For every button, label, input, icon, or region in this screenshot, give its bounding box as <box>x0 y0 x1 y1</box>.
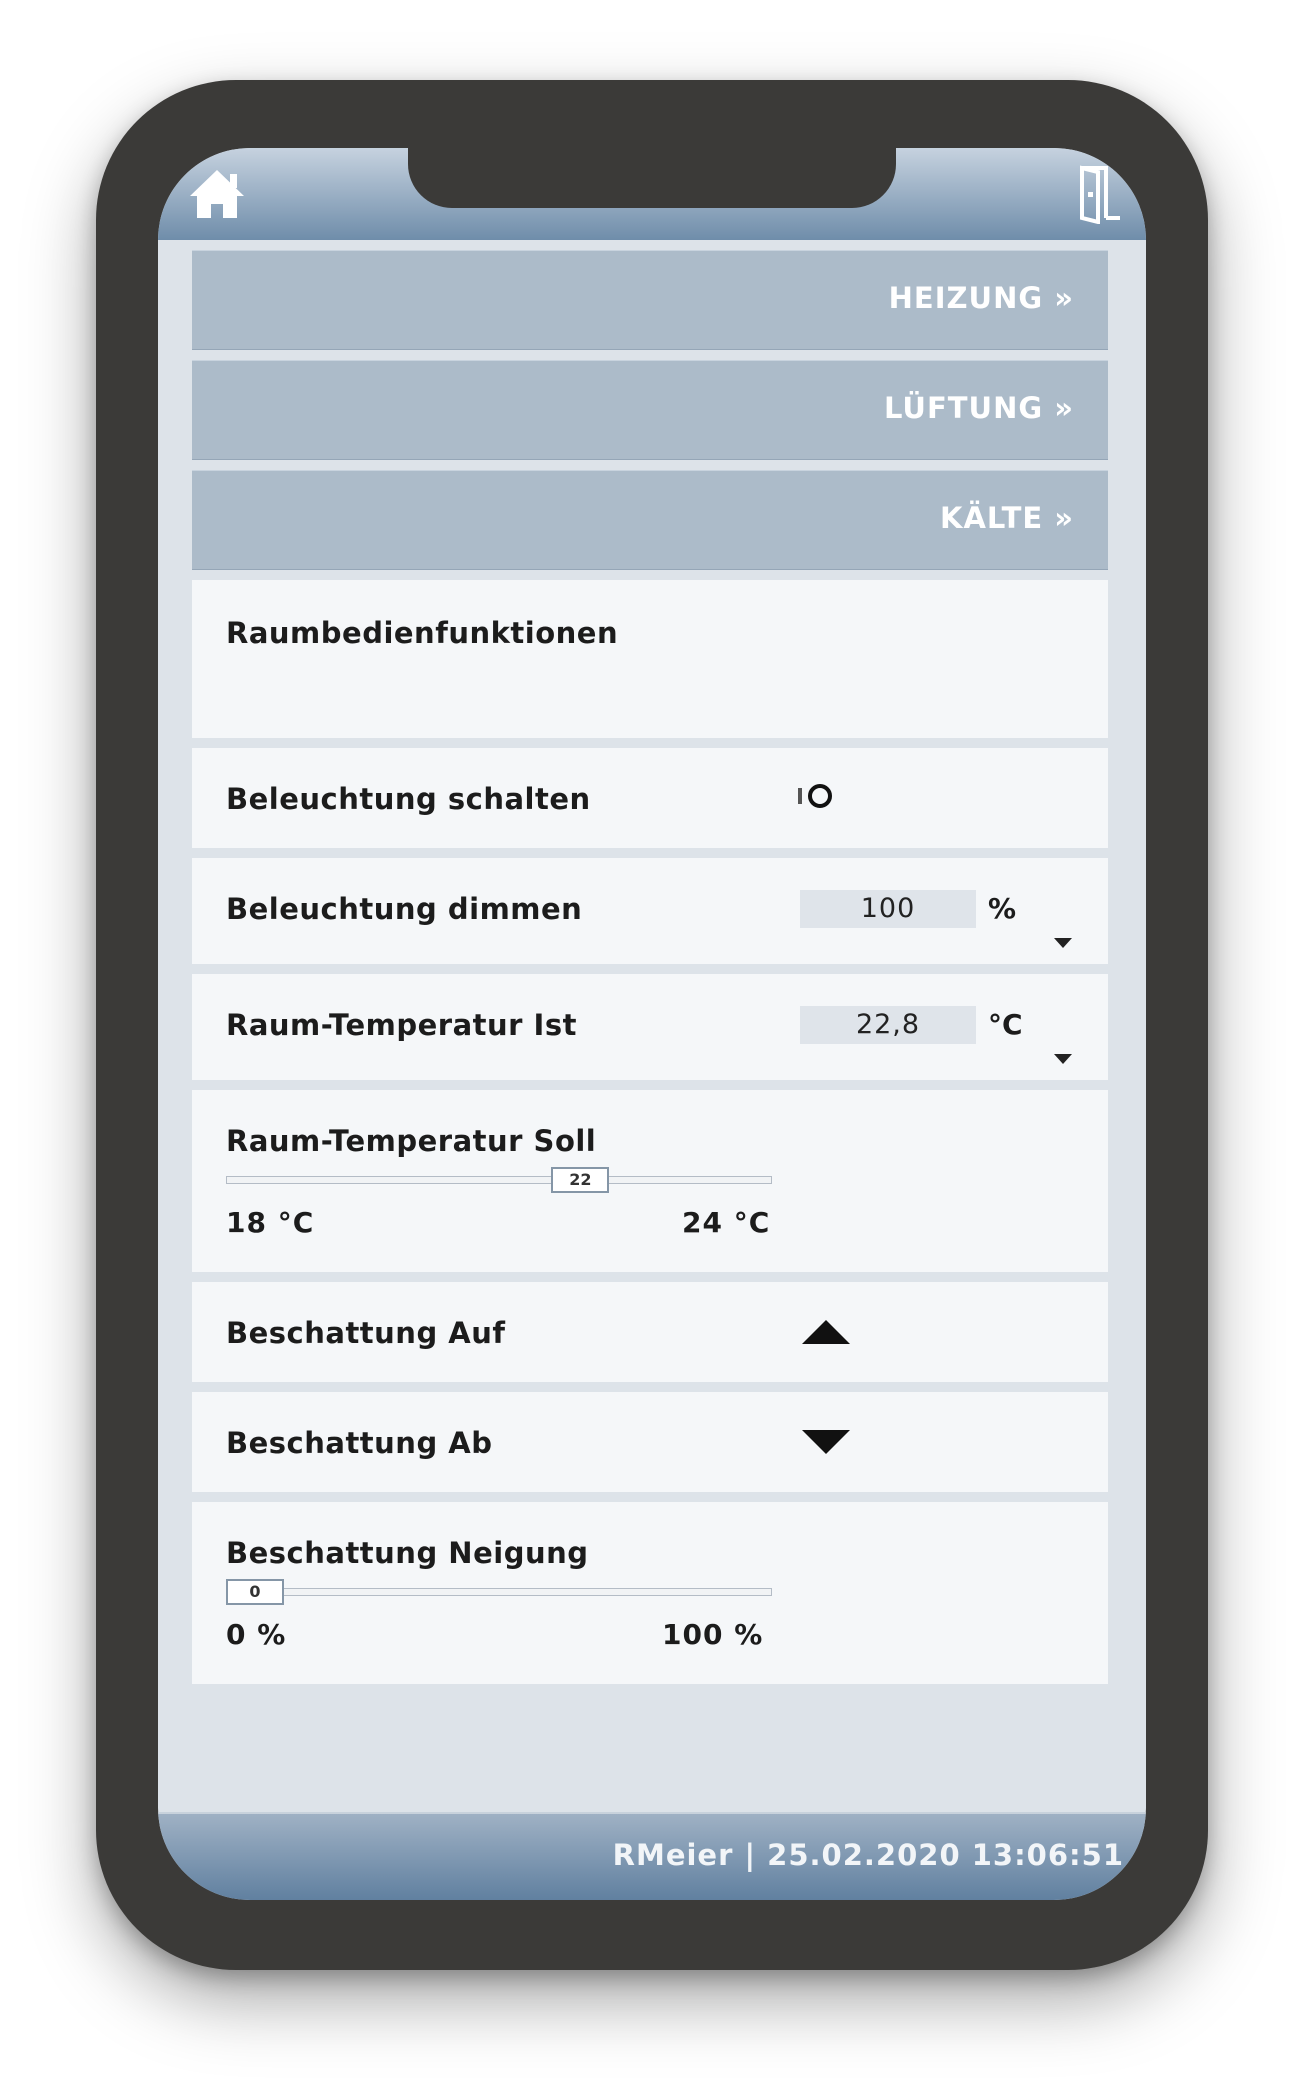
shade-tilt-label: Beschattung Neigung <box>226 1536 589 1570</box>
row-light-switch <box>192 748 1108 848</box>
row-light-dim <box>192 858 1108 964</box>
section-title: Raumbedienfunktionen <box>226 616 619 650</box>
section-header <box>192 580 1108 738</box>
arrow-up-icon[interactable] <box>802 1320 850 1344</box>
light-dim-label: Beleuchtung dimmen <box>226 892 583 926</box>
row-temp-actual <box>192 974 1108 1080</box>
temp-target-slider[interactable] <box>226 1176 772 1184</box>
row-temp-target <box>192 1090 1108 1272</box>
chevron-down-icon[interactable] <box>1054 938 1072 948</box>
nav-heizung[interactable] <box>192 250 1108 350</box>
footer-user-datetime: RMeier | 25.02.2020 13:06:51 <box>612 1838 1124 1872</box>
temp-target-min-label: 18 °C <box>226 1206 315 1239</box>
shade-tilt-slider[interactable] <box>226 1588 772 1596</box>
row-shade-tilt <box>192 1502 1108 1684</box>
power-toggle-icon[interactable] <box>796 780 836 812</box>
light-switch-label: Beleuchtung schalten <box>226 782 591 816</box>
status-footer <box>158 1812 1146 1900</box>
light-dim-value[interactable]: 100 <box>800 890 976 928</box>
nav-kaelte-label: KÄLTE » <box>939 501 1074 535</box>
chevron-down-icon[interactable] <box>1054 1054 1072 1064</box>
shade-tilt-min-label: 0 % <box>226 1618 287 1651</box>
shade-down-label: Beschattung Ab <box>226 1426 493 1460</box>
nav-lueftung-label: LÜFTUNG » <box>883 391 1074 425</box>
nav-heizung-label: HEIZUNG » <box>888 281 1074 315</box>
temp-actual-label: Raum-Temperatur Ist <box>226 1008 577 1042</box>
arrow-down-icon[interactable] <box>802 1430 850 1454</box>
door-exit-icon[interactable] <box>1068 164 1124 224</box>
temp-target-max-label: 24 °C <box>682 1206 771 1239</box>
temp-target-label: Raum-Temperatur Soll <box>226 1124 597 1158</box>
row-shade-up <box>192 1282 1108 1382</box>
app-screen <box>158 148 1146 1900</box>
temp-actual-value: 22,8 <box>800 1006 976 1044</box>
shade-up-label: Beschattung Auf <box>226 1316 506 1350</box>
row-shade-down <box>192 1392 1108 1492</box>
home-icon[interactable] <box>188 166 246 222</box>
temp-actual-unit: °C <box>988 1008 1023 1041</box>
phone-notch <box>408 148 896 208</box>
shade-tilt-max-label: 100 % <box>662 1618 764 1651</box>
nav-lueftung[interactable] <box>192 360 1108 460</box>
shade-tilt-slider-thumb[interactable]: 0 <box>226 1579 284 1605</box>
temp-target-slider-thumb[interactable]: 22 <box>551 1167 609 1193</box>
nav-kaelte[interactable] <box>192 470 1108 570</box>
light-dim-unit: % <box>988 892 1017 925</box>
